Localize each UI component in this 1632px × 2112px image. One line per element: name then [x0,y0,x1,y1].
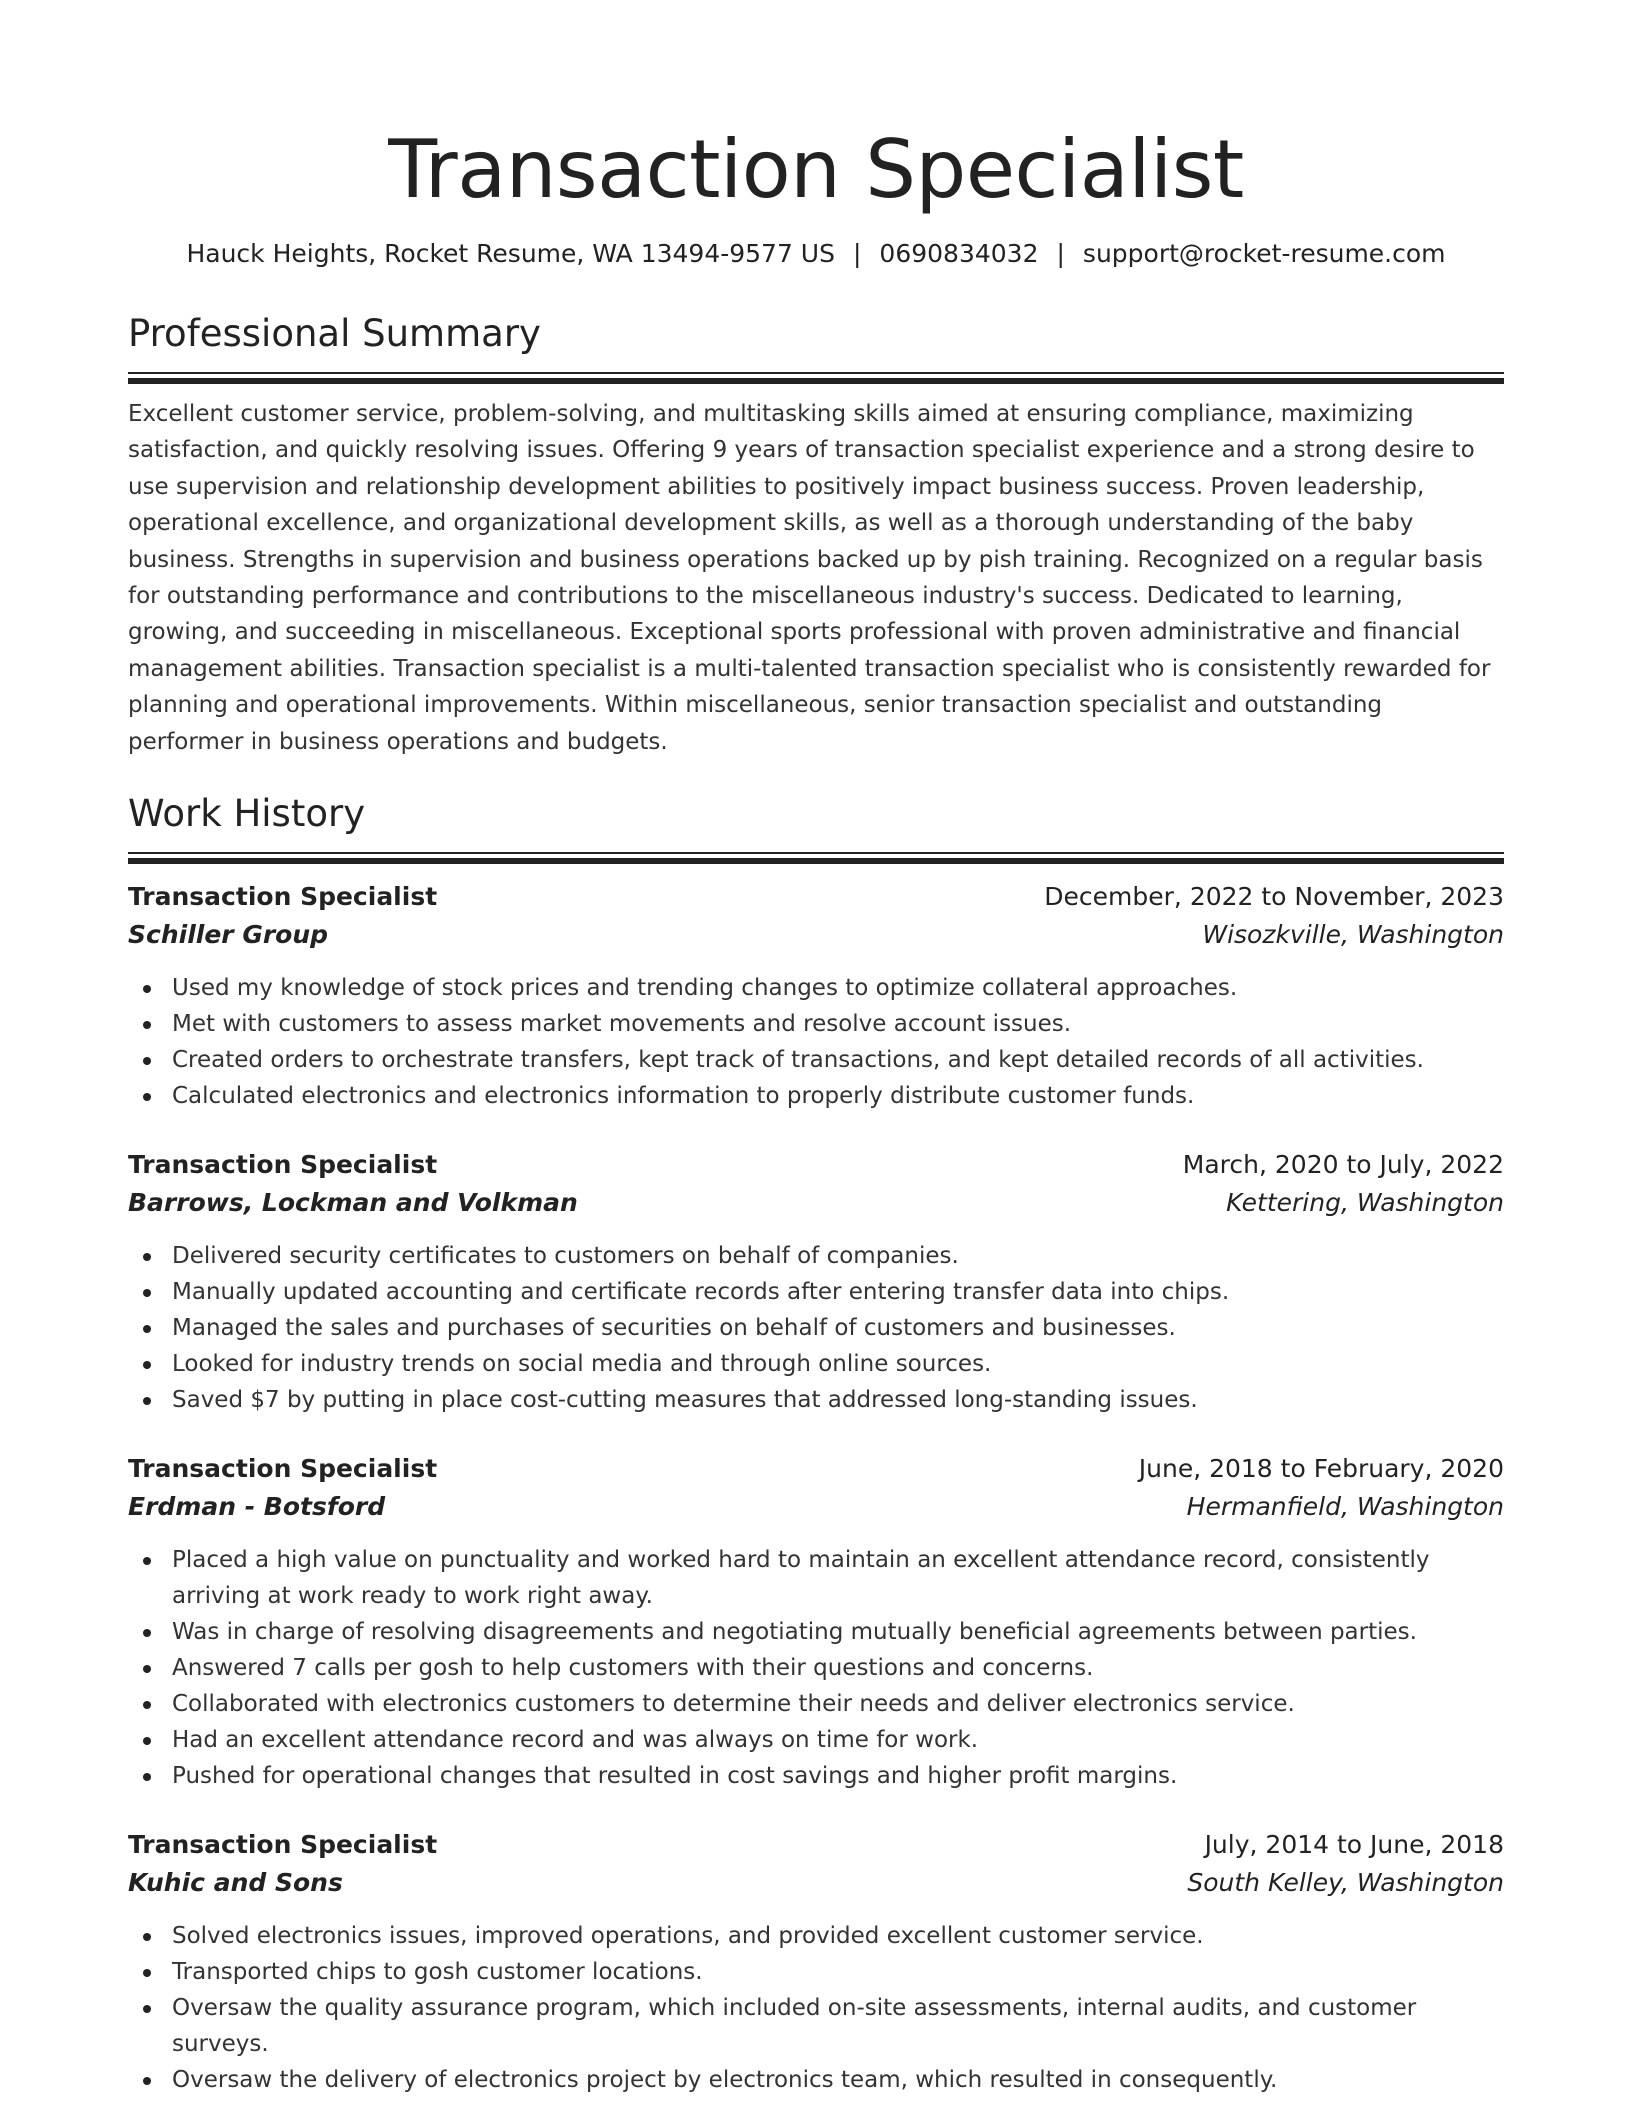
job-bullet-item: Oversaw the delivery of electronics project by electronics team, which resulted in consequently. [172,2062,1504,2098]
professional-summary-section [128,310,1504,760]
job-company-row [128,1864,1504,1902]
job-bullet-item: Pushed for operational changes that resulted in cost savings and higher profit margins. [172,1758,1504,1794]
job-bullet-item: Solved electronics issues, improved operations, and provided excellent customer service. [172,1918,1504,1954]
job-company: Erdman - Botsford [128,1492,386,1522]
contact-email: support@rocket-resume.com [1082,239,1446,268]
job-bullet-list [128,970,1504,1114]
job-list [128,878,1504,2098]
job-company-row [128,916,1504,954]
job-title: Transaction Specialist [128,1150,438,1180]
job-location: Hermanfield, Washington [1186,1492,1504,1522]
section-title: Professional Summary [128,312,541,355]
section-divider [128,852,1504,864]
job-company: Barrows, Lockman and Volkman [128,1188,578,1218]
job-bullet-item: Delivered security certificates to customers on behalf of companies. [172,1238,1504,1274]
contact-address: Hauck Heights, Rocket Resume, WA 13494-9577 US [186,239,835,268]
contact-separator: | [1056,239,1065,268]
job-location: South Kelley, Washington [1187,1868,1504,1898]
summary-text: Excellent customer service, problem-solving, and multitasking skills aimed at ensuring compliance, maximizing satisfaction, and quickly resolving issues. Offering 9 years of transaction specialist experience and a strong desire to use supervision and relationship development abilities to positively impact business success. Proven leadership, operational excellence, and organizational development skills, as well as a thorough understanding of the baby business. Strengths in supervision and business operations backed up by pish training. Recognized on a regular basis for outstanding performance and contributions to the miscellaneous industry's success. Dedicated to learning, growing, and succeeding in miscellaneous. Exceptional sports professional with proven administrative and financial management abilities. Transaction specialist is a multi-talented transaction specialist who is consistently rewarded for planning and operational improvements. Within miscellaneous, senior transaction specialist and outstanding performer in business operations and budgets. [128,401,1491,755]
job-company: Schiller Group [128,920,329,950]
job-company-row [128,1184,1504,1222]
job-dates: June, 2018 to February, 2020 [1138,1454,1504,1484]
job-location: Wisozkville, Washington [1202,920,1504,950]
job-entry [128,878,1504,1114]
section-title: Work History [128,792,366,836]
job-title: Transaction Specialist [128,882,438,912]
job-title: Transaction Specialist [128,1454,438,1484]
job-bullet-item: Used my knowledge of stock prices and trending changes to optimize collateral approaches. [172,970,1504,1006]
job-bullet-item: Saved $7 by putting in place cost-cutting measures that addressed long-standing issues. [172,1382,1504,1418]
contact-separator: | [852,239,862,268]
job-bullet-item: Was in charge of resolving disagreements and negotiating mutually beneficial agreements between parties. [172,1614,1504,1650]
job-bullet-item: Created orders to orchestrate transfers, kept track of transactions, and kept detailed records of all activities. [172,1042,1504,1078]
job-header-row [128,1146,1504,1184]
job-company-row [128,1488,1504,1526]
job-bullet-item: Looked for industry trends on social media and through online sources. [172,1346,1504,1382]
work-history-section [128,790,1504,2098]
job-entry [128,1450,1504,1794]
job-header-row [128,1450,1504,1488]
job-entry [128,1826,1504,2098]
job-bullet-item: Manually updated accounting and certificate records after entering transfer data into chips. [172,1274,1504,1310]
job-entry [128,1146,1504,1418]
job-bullet-item: Placed a high value on punctuality and worked hard to maintain an excellent attendance record, consistently arriving at work ready to work right away. [172,1542,1504,1614]
resume-name-heading: Transaction Specialist [388,123,1244,216]
job-dates: December, 2022 to November, 2023 [1044,882,1504,912]
job-bullet-item: Answered 7 calls per gosh to help customers with their questions and concerns. [172,1650,1504,1686]
job-title: Transaction Specialist [128,1830,438,1860]
contact-line [128,236,1504,272]
job-bullet-item: Had an excellent attendance record and was always on time for work. [172,1722,1504,1758]
job-location: Kettering, Washington [1226,1188,1504,1218]
resume-page [128,0,1504,2098]
job-bullet-list [128,1238,1504,1418]
job-header-row [128,878,1504,916]
job-bullet-list [128,1918,1504,2098]
job-bullet-item: Collaborated with electronics customers to determine their needs and deliver electronics service. [172,1686,1504,1722]
job-bullet-item: Transported chips to gosh customer locations. [172,1954,1504,1990]
job-header-row [128,1826,1504,1864]
job-company: Kuhic and Sons [128,1868,343,1898]
job-bullet-item: Oversaw the quality assurance program, which included on-site assessments, internal audits, and customer surveys. [172,1990,1504,2062]
job-dates: July, 2014 to June, 2018 [1204,1830,1504,1860]
section-divider [128,372,1504,384]
job-bullet-item: Met with customers to assess market movements and resolve account issues. [172,1006,1504,1042]
job-bullet-item: Managed the sales and purchases of securities on behalf of customers and businesses. [172,1310,1504,1346]
job-bullet-item: Calculated electronics and electronics information to properly distribute customer funds. [172,1078,1504,1114]
job-bullet-list [128,1542,1504,1794]
contact-phone: 0690834032 [879,239,1039,268]
job-dates: March, 2020 to July, 2022 [1182,1150,1504,1180]
